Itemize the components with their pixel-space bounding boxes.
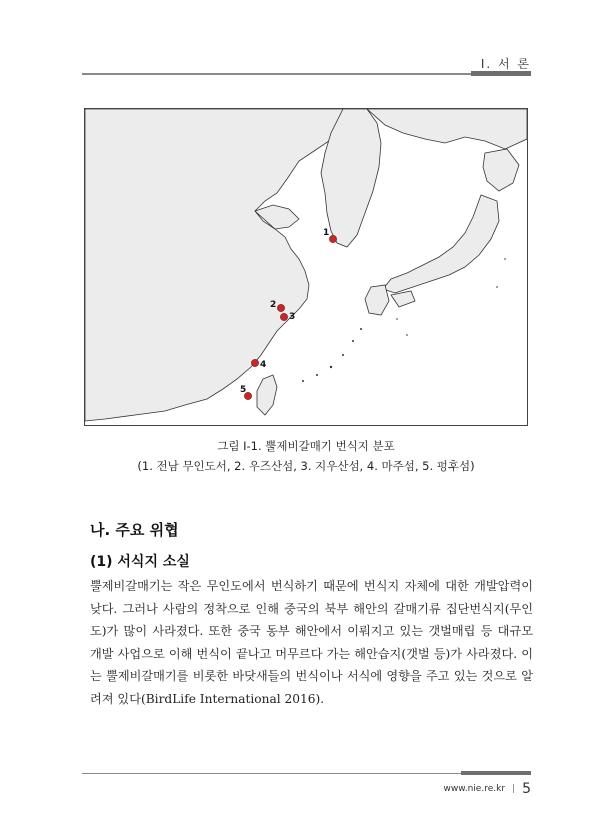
- body-line: 는 뿔제비갈매기를 비롯한 바닷새들의 번식이나 서식에 영향을 주고 있는 것으로 알: [90, 669, 533, 683]
- body-line: 개발 사업으로 이해 번식이 끝나고 머무르다 가는 해안습지(갯벌 등)가 사라졌다. 이: [90, 646, 533, 661]
- footer-separator: |: [512, 784, 516, 794]
- subsection-heading: (1) 서식지 소실: [90, 554, 190, 570]
- section-heading: 나. 주요 위협: [90, 521, 179, 539]
- figure-caption-title: 그림 Ⅰ-1. 뿔제비갈매기 번식지 분포: [217, 439, 395, 453]
- site-marker-1: [329, 235, 336, 242]
- body-paragraph: [90, 575, 533, 710]
- distribution-map: [84, 108, 528, 426]
- land-hokkaido: [483, 149, 519, 191]
- figure-caption-sub: (1. 전남 무인도서, 2. 우즈산섬, 3. 지우산섬, 4. 마주섬, 5. 펑후섬): [137, 459, 475, 473]
- body-line: 려져 있다(BirdLife International 2016).: [90, 691, 325, 706]
- land-shikoku: [391, 291, 415, 307]
- footer-rule-accent: [461, 771, 531, 775]
- site-marker-3: [280, 313, 287, 320]
- chapter-label: Ⅰ. 서 론: [480, 57, 531, 71]
- page-number: 5: [522, 781, 531, 797]
- land-china: [85, 109, 347, 421]
- land-kyushu: [365, 285, 389, 315]
- body-line: 도)가 많이 사라졌다. 또한 중국 동부 해안에서 이뤄지고 있는 갯벌매립 등 대규모: [90, 624, 533, 638]
- body-line: 뿔제비갈매기는 작은 무인도에서 번식하기 때문에 번식지 자체에 대한 개발압력이: [90, 579, 533, 593]
- map-svg: [85, 109, 527, 425]
- site-label-1: 1: [323, 228, 330, 238]
- land-russia: [367, 109, 527, 149]
- header-rule: [82, 73, 531, 75]
- site-label-4: 4: [260, 360, 267, 370]
- body-line: 낮다. 그러나 사람의 정착으로 인해 중국의 북부 해안의 갈매기류 집단번식지(무인: [90, 601, 533, 616]
- header-rule-accent: [471, 71, 531, 76]
- site-marker-4: [251, 359, 258, 366]
- site-marker-2: [277, 304, 284, 311]
- land-honshu: [383, 195, 499, 293]
- site-label-2: 2: [270, 300, 277, 310]
- website-link[interactable]: www.nie.re.kr: [443, 784, 506, 794]
- land-taiwan: [257, 375, 277, 415]
- site-label-5: 5: [240, 385, 247, 395]
- page-footer: [443, 781, 531, 797]
- site-label-3: 3: [289, 312, 296, 322]
